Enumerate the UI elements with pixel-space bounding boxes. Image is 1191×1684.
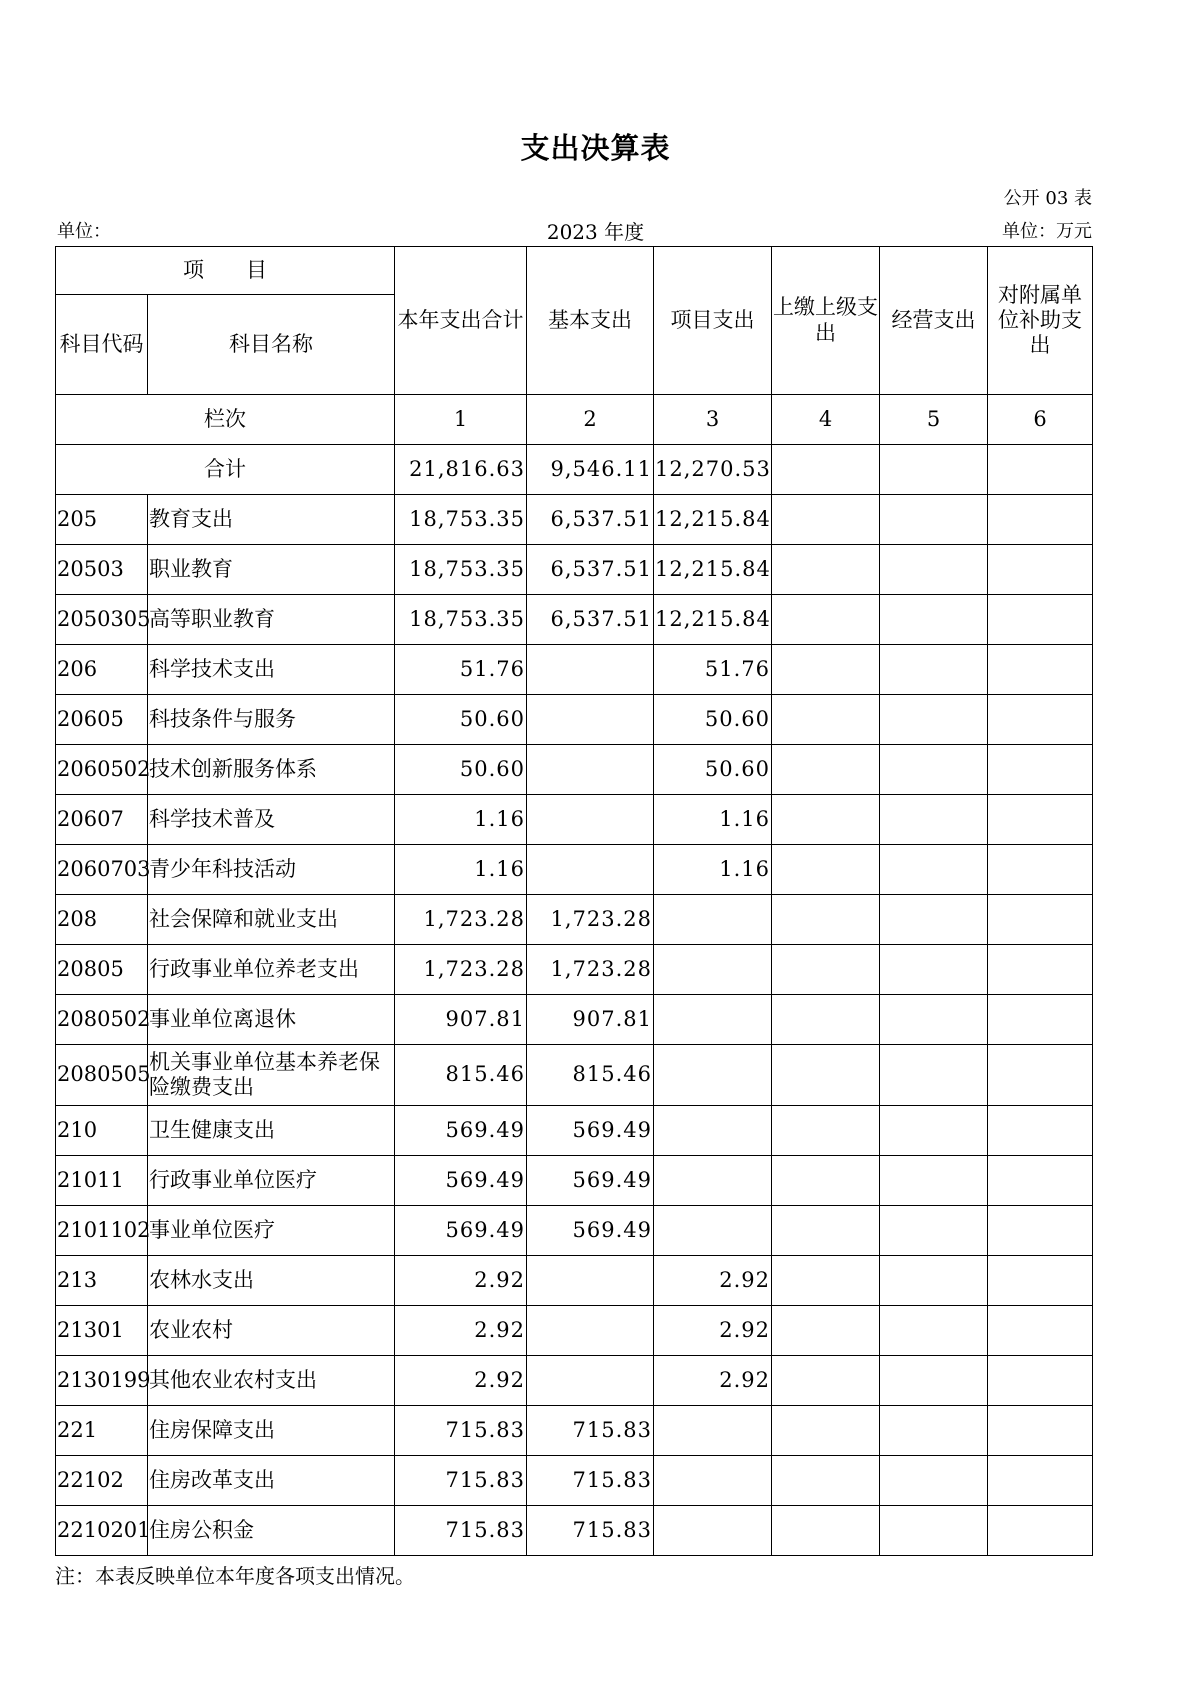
- row-subsidy: [988, 945, 1093, 995]
- row-total: 815.46: [395, 1045, 527, 1106]
- row-project: [654, 1456, 772, 1506]
- row-subsidy: [988, 1106, 1093, 1156]
- header-column-index: 栏次: [56, 395, 395, 445]
- row-subsidy: [988, 745, 1093, 795]
- row-code: 205: [56, 495, 148, 545]
- row-business: [880, 595, 988, 645]
- table-row: [56, 745, 1093, 795]
- row-name: 行政事业单位医疗: [148, 1156, 395, 1206]
- row-total: 18,753.35: [395, 595, 527, 645]
- table-row: [56, 1456, 1093, 1506]
- row-upper: [772, 1406, 880, 1456]
- row-total: 51.76: [395, 645, 527, 695]
- row-subsidy: [988, 1206, 1093, 1256]
- header-item: 项 目: [56, 247, 395, 295]
- row-code: 20503: [56, 545, 148, 595]
- row-subsidy: [988, 1356, 1093, 1406]
- header-basic: 基本支出: [527, 247, 654, 395]
- row-basic: 6,537.51: [527, 495, 654, 545]
- row-business: [880, 845, 988, 895]
- row-name: 科学技术支出: [148, 645, 395, 695]
- row-subsidy: [988, 1456, 1093, 1506]
- row-subsidy: [988, 845, 1093, 895]
- row-code: 2060703: [56, 845, 148, 895]
- row-project: [654, 895, 772, 945]
- row-business: [880, 1506, 988, 1556]
- row-name: 职业教育: [148, 545, 395, 595]
- row-project: 12,215.84: [654, 595, 772, 645]
- row-upper: [772, 1256, 880, 1306]
- total-project: 12,270.53: [654, 445, 772, 495]
- row-name: 事业单位离退休: [148, 995, 395, 1045]
- row-business: [880, 945, 988, 995]
- row-name: 行政事业单位养老支出: [148, 945, 395, 995]
- row-basic: [527, 645, 654, 695]
- row-basic: 1,723.28: [527, 945, 654, 995]
- row-code: 20607: [56, 795, 148, 845]
- table-row: [56, 845, 1093, 895]
- col-number: 5: [880, 395, 988, 445]
- row-basic: [527, 745, 654, 795]
- table-row: [56, 945, 1093, 995]
- row-total: 715.83: [395, 1406, 527, 1456]
- footnote: 注：本表反映单位本年度各项支出情况。: [55, 1564, 415, 1588]
- row-upper: [772, 1506, 880, 1556]
- total-business: [880, 445, 988, 495]
- header-total: 本年支出合计: [395, 247, 527, 395]
- row-code: 20605: [56, 695, 148, 745]
- row-basic: 715.83: [527, 1506, 654, 1556]
- row-total: 715.83: [395, 1506, 527, 1556]
- row-name: 卫生健康支出: [148, 1106, 395, 1156]
- row-total: 569.49: [395, 1106, 527, 1156]
- row-total: 2.92: [395, 1356, 527, 1406]
- header-name: 科目名称: [148, 295, 395, 395]
- row-total: 2.92: [395, 1306, 527, 1356]
- row-upper: [772, 1156, 880, 1206]
- row-total: 907.81: [395, 995, 527, 1045]
- row-code: 20805: [56, 945, 148, 995]
- row-upper: [772, 695, 880, 745]
- row-project: [654, 945, 772, 995]
- row-total: 569.49: [395, 1156, 527, 1206]
- row-project: [654, 1156, 772, 1206]
- row-name: 青少年科技活动: [148, 845, 395, 895]
- row-name: 机关事业单位基本养老保险缴费支出: [148, 1045, 395, 1106]
- row-subsidy: [988, 1406, 1093, 1456]
- table-row: [56, 1306, 1093, 1356]
- row-project: 50.60: [654, 745, 772, 795]
- table-row: [56, 495, 1093, 545]
- row-total: 18,753.35: [395, 545, 527, 595]
- row-subsidy: [988, 1045, 1093, 1106]
- fiscal-year: 2023 年度: [546, 220, 645, 244]
- row-upper: [772, 1356, 880, 1406]
- row-business: [880, 1356, 988, 1406]
- table-row: [56, 1106, 1093, 1156]
- row-project: [654, 1506, 772, 1556]
- table-row: [56, 995, 1093, 1045]
- row-code: 2080505: [56, 1045, 148, 1106]
- row-code: 2060502: [56, 745, 148, 795]
- row-basic: 715.83: [527, 1406, 654, 1456]
- row-total: 1,723.28: [395, 945, 527, 995]
- row-upper: [772, 1456, 880, 1506]
- row-name: 教育支出: [148, 495, 395, 545]
- row-code: 22102: [56, 1456, 148, 1506]
- row-total: 18,753.35: [395, 495, 527, 545]
- row-name: 住房公积金: [148, 1506, 395, 1556]
- table-row: [56, 645, 1093, 695]
- row-subsidy: [988, 645, 1093, 695]
- expenditure-table: [55, 246, 1093, 1556]
- table-row: [56, 1406, 1093, 1456]
- row-basic: 715.83: [527, 1456, 654, 1506]
- row-upper: [772, 795, 880, 845]
- row-project: [654, 1406, 772, 1456]
- row-upper: [772, 895, 880, 945]
- header-subsidy: 对附属单位补助支出: [988, 247, 1093, 395]
- row-business: [880, 645, 988, 695]
- table-row: [56, 1156, 1093, 1206]
- row-name: 事业单位医疗: [148, 1206, 395, 1256]
- row-subsidy: [988, 595, 1093, 645]
- row-subsidy: [988, 1306, 1093, 1356]
- row-basic: [527, 1356, 654, 1406]
- row-upper: [772, 1206, 880, 1256]
- row-code: 21301: [56, 1306, 148, 1356]
- row-project: [654, 1045, 772, 1106]
- row-project: 2.92: [654, 1306, 772, 1356]
- total-row: [56, 445, 1093, 495]
- row-upper: [772, 1106, 880, 1156]
- header-business: 经营支出: [880, 247, 988, 395]
- row-business: [880, 995, 988, 1045]
- row-name: 技术创新服务体系: [148, 745, 395, 795]
- row-business: [880, 1045, 988, 1106]
- row-upper: [772, 845, 880, 895]
- header-upper: 上缴上级支出: [772, 247, 880, 395]
- row-business: [880, 1456, 988, 1506]
- row-upper: [772, 595, 880, 645]
- row-code: 2080502: [56, 995, 148, 1045]
- currency-unit: 单位：万元: [1002, 221, 1092, 242]
- row-subsidy: [988, 495, 1093, 545]
- row-total: 1.16: [395, 795, 527, 845]
- row-upper: [772, 1306, 880, 1356]
- table-row: [56, 1506, 1093, 1556]
- row-code: 206: [56, 645, 148, 695]
- row-business: [880, 795, 988, 845]
- row-basic: [527, 795, 654, 845]
- row-subsidy: [988, 545, 1093, 595]
- row-name: 其他农业农村支出: [148, 1356, 395, 1406]
- row-code: 2050305: [56, 595, 148, 645]
- row-total: 50.60: [395, 695, 527, 745]
- row-name: 农业农村: [148, 1306, 395, 1356]
- row-upper: [772, 545, 880, 595]
- header-project: 项目支出: [654, 247, 772, 395]
- row-total: 715.83: [395, 1456, 527, 1506]
- total-basic: 9,546.11: [527, 445, 654, 495]
- row-subsidy: [988, 1156, 1093, 1206]
- table-row: [56, 795, 1093, 845]
- row-basic: [527, 845, 654, 895]
- col-number: 3: [654, 395, 772, 445]
- table-row: [56, 1256, 1093, 1306]
- table-row: [56, 595, 1093, 645]
- row-name: 住房保障支出: [148, 1406, 395, 1456]
- row-basic: [527, 1306, 654, 1356]
- row-code: 21011: [56, 1156, 148, 1206]
- row-name: 科技条件与服务: [148, 695, 395, 745]
- row-upper: [772, 945, 880, 995]
- row-basic: 815.46: [527, 1045, 654, 1106]
- row-name: 高等职业教育: [148, 595, 395, 645]
- col-number: 1: [395, 395, 527, 445]
- row-project: 51.76: [654, 645, 772, 695]
- row-code: 2210201: [56, 1506, 148, 1556]
- row-project: [654, 1106, 772, 1156]
- table-row: [56, 1356, 1093, 1406]
- row-upper: [772, 645, 880, 695]
- row-project: 2.92: [654, 1256, 772, 1306]
- row-basic: 907.81: [527, 995, 654, 1045]
- row-business: [880, 1256, 988, 1306]
- row-basic: 569.49: [527, 1156, 654, 1206]
- unit-label: 单位：: [57, 221, 111, 242]
- row-total: 50.60: [395, 745, 527, 795]
- row-basic: 1,723.28: [527, 895, 654, 945]
- row-upper: [772, 1045, 880, 1106]
- row-project: 12,215.84: [654, 495, 772, 545]
- table-row: [56, 695, 1093, 745]
- row-subsidy: [988, 1506, 1093, 1556]
- row-name: 社会保障和就业支出: [148, 895, 395, 945]
- row-name: 农林水支出: [148, 1256, 395, 1306]
- row-subsidy: [988, 995, 1093, 1045]
- row-total: 2.92: [395, 1256, 527, 1306]
- row-business: [880, 1306, 988, 1356]
- row-upper: [772, 995, 880, 1045]
- row-project: 1.16: [654, 795, 772, 845]
- row-subsidy: [988, 1256, 1093, 1306]
- row-project: [654, 995, 772, 1045]
- row-subsidy: [988, 895, 1093, 945]
- col-number: 4: [772, 395, 880, 445]
- row-basic: [527, 695, 654, 745]
- row-total: 1.16: [395, 845, 527, 895]
- row-business: [880, 1156, 988, 1206]
- row-basic: 6,537.51: [527, 595, 654, 645]
- row-basic: 6,537.51: [527, 545, 654, 595]
- total-subsidy: [988, 445, 1093, 495]
- row-code: 208: [56, 895, 148, 945]
- table-row: [56, 895, 1093, 945]
- header-code: 科目代码: [56, 295, 148, 395]
- row-code: 2130199: [56, 1356, 148, 1406]
- row-basic: [527, 1256, 654, 1306]
- row-project: 2.92: [654, 1356, 772, 1406]
- row-subsidy: [988, 695, 1093, 745]
- page-title: 支出决算表: [520, 131, 671, 165]
- row-project: 12,215.84: [654, 545, 772, 595]
- row-code: 213: [56, 1256, 148, 1306]
- row-business: [880, 545, 988, 595]
- col-number: 6: [988, 395, 1093, 445]
- row-upper: [772, 745, 880, 795]
- row-project: [654, 1206, 772, 1256]
- table-row: [56, 1206, 1093, 1256]
- total-upper: [772, 445, 880, 495]
- row-business: [880, 1206, 988, 1256]
- col-number: 2: [527, 395, 654, 445]
- row-subsidy: [988, 795, 1093, 845]
- row-business: [880, 1406, 988, 1456]
- row-project: 50.60: [654, 695, 772, 745]
- table-number: 公开 03 表: [1003, 188, 1092, 209]
- row-code: 210: [56, 1106, 148, 1156]
- row-business: [880, 495, 988, 545]
- row-total: 1,723.28: [395, 895, 527, 945]
- row-business: [880, 695, 988, 745]
- row-basic: 569.49: [527, 1106, 654, 1156]
- row-basic: 569.49: [527, 1206, 654, 1256]
- row-business: [880, 745, 988, 795]
- total-label: 合计: [56, 445, 395, 495]
- row-project: 1.16: [654, 845, 772, 895]
- total-amount: 21,816.63: [395, 445, 527, 495]
- row-business: [880, 895, 988, 945]
- row-upper: [772, 495, 880, 545]
- row-name: 住房改革支出: [148, 1456, 395, 1506]
- row-business: [880, 1106, 988, 1156]
- table-row: [56, 545, 1093, 595]
- row-total: 569.49: [395, 1206, 527, 1256]
- table-row: [56, 1045, 1093, 1106]
- row-code: 2101102: [56, 1206, 148, 1256]
- row-code: 221: [56, 1406, 148, 1456]
- row-name: 科学技术普及: [148, 795, 395, 845]
